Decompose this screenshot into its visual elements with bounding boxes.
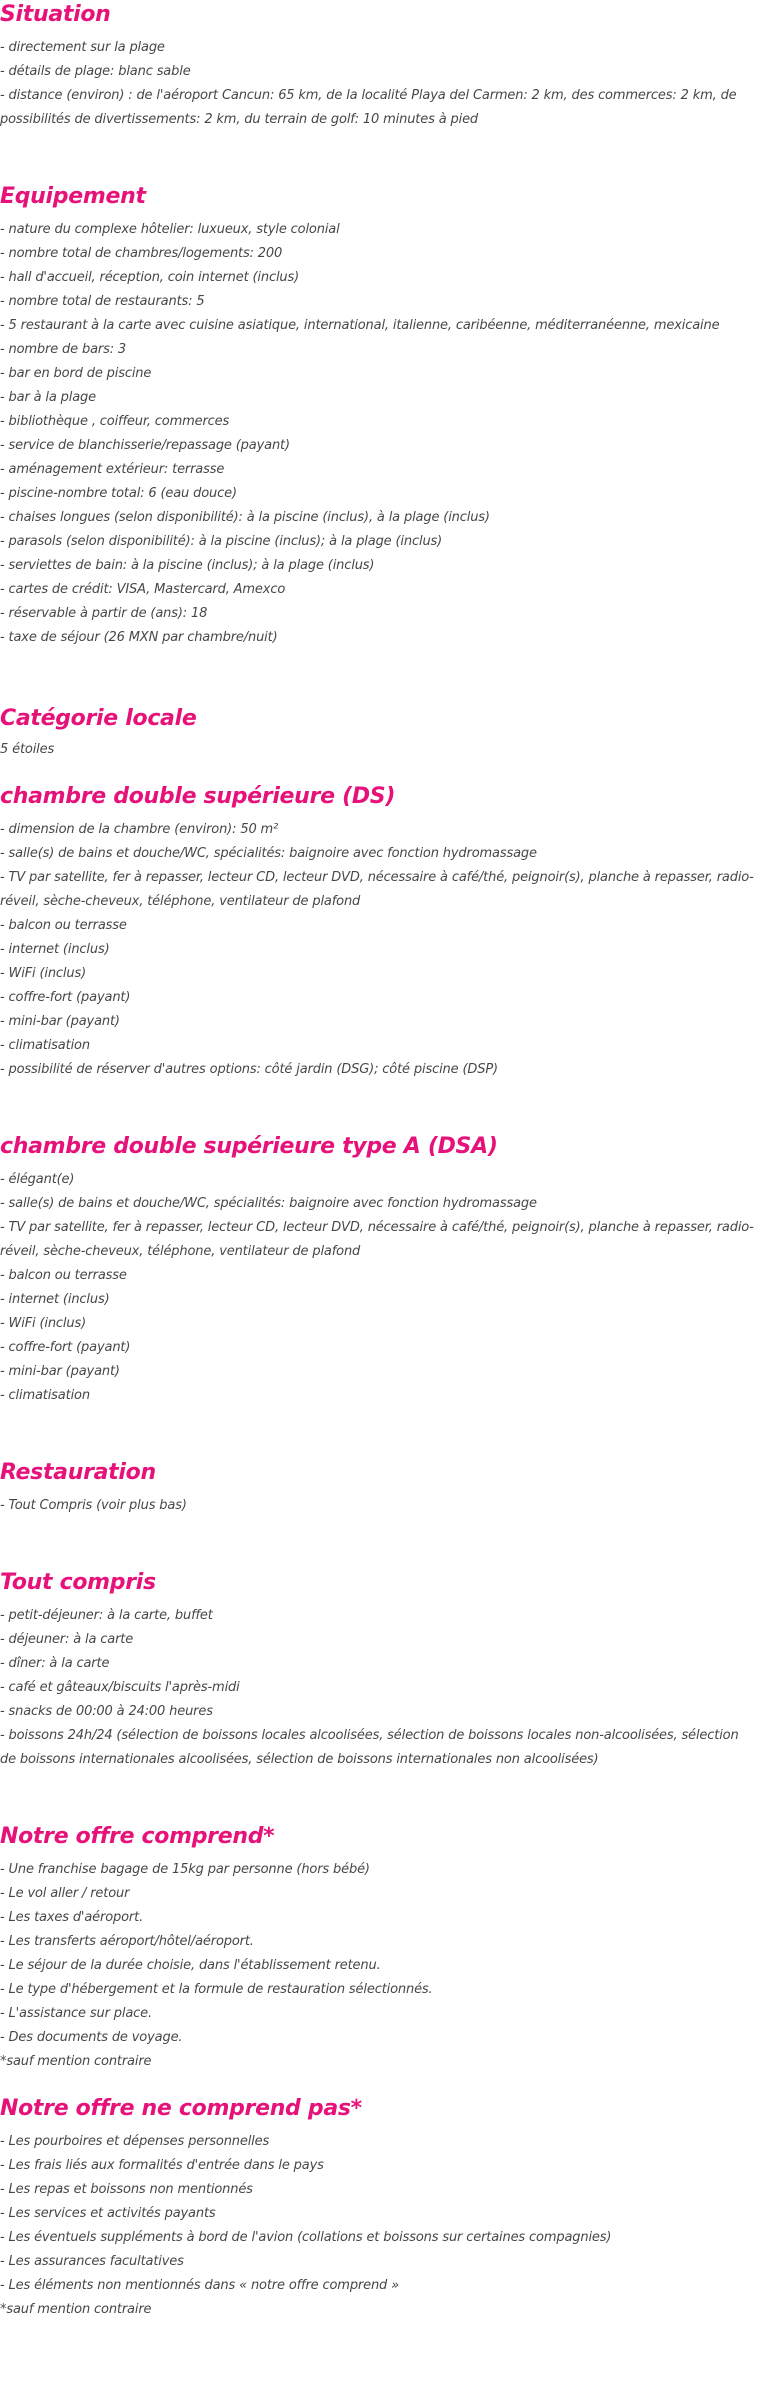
section-dsa [0,1132,758,1408]
section-lines [0,1494,758,1518]
list-item: - WiFi (inclus) [0,966,87,981]
list-item: - coffre-fort (payant) [0,1340,131,1355]
list-item: - cartes de crédit: VISA, Mastercard, Amexco [0,582,286,597]
list-item: - Les assurances facultatives [0,2254,184,2269]
section-offre-ne-comprend-pas [0,2094,758,2322]
list-item: - petit-déjeuner: à la carte, buffet [0,1608,213,1623]
list-item: - internet (inclus) [0,942,110,957]
section-ds [0,782,758,1082]
footnote: *sauf mention contraire [0,2302,152,2317]
section-equipement [0,182,758,650]
list-item: - Les pourboires et dépenses personnelles [0,2134,270,2149]
list-item: - L'assistance sur place. [0,2006,152,2021]
list-item: - Les éléments non mentionnés dans « notre offre comprend » [0,2278,400,2293]
section-title: chambre double supérieure type A (DSA) [0,1134,498,1159]
list-item: - nombre total de chambres/logements: 200 [0,246,283,261]
section-lines [0,1858,758,2074]
list-item: - Des documents de voyage. [0,2030,183,2045]
list-item: - Le type d'hébergement et la formule de restauration sélectionnés. [0,1982,433,1997]
list-item: - coffre-fort (payant) [0,990,131,1005]
list-item: - aménagement extérieur: terrasse [0,462,225,477]
list-item: - balcon ou terrasse [0,918,127,933]
list-item: - bar à la plage [0,390,97,405]
list-item: - snacks de 00:00 à 24:00 heures [0,1704,213,1719]
section-lines [0,36,758,132]
list-item: - piscine-nombre total: 6 (eau douce) [0,486,237,501]
list-item: - balcon ou terrasse [0,1268,127,1283]
list-item: - Une franchise bagage de 15kg par personne (hors bébé) [0,1862,370,1877]
list-item: - parasols (selon disponibilité): à la piscine (inclus); à la plage (inclus) [0,534,443,549]
list-item: - salle(s) de bains et douche/WC, spécialités: baignoire avec fonction hydromassage [0,1196,537,1211]
list-item: - Les services et activités payants [0,2206,216,2221]
section-offre-comprend [0,1822,758,2074]
list-item: - WiFi (inclus) [0,1316,87,1331]
list-item: - élégant(e) [0,1172,75,1187]
list-item: - nombre de bars: 3 [0,342,127,357]
list-item: - Le vol aller / retour [0,1886,130,1901]
list-item: - salle(s) de bains et douche/WC, spécialités: baignoire avec fonction hydromassage [0,846,537,861]
section-lines [0,218,758,650]
list-item: - taxe de séjour (26 MXN par chambre/nuit) [0,630,278,645]
section-situation [0,0,758,132]
list-item: - bar en bord de piscine [0,366,152,381]
list-item: - Les transferts aéroport/hôtel/aéroport. [0,1934,254,1949]
section-lines [0,818,758,1082]
list-item: - Le séjour de la durée choisie, dans l'établissement retenu. [0,1958,381,1973]
list-item: - Les taxes d'aéroport. [0,1910,144,1925]
section-title: Tout compris [0,1570,156,1595]
section-title: Equipement [0,184,146,209]
list-item: - chaises longues (selon disponibilité): à la piscine (inclus), à la plage (inclus) [0,510,490,525]
section-title: Notre offre ne comprend pas* [0,2096,362,2121]
section-title: Catégorie locale [0,706,197,731]
list-item: - climatisation [0,1388,90,1403]
list-item: - Les éventuels suppléments à bord de l'avion (collations et boissons sur certaines compagnies) [0,2230,612,2245]
section-title: Notre offre comprend* [0,1824,275,1849]
list-item: - possibilité de réserver d'autres options: côté jardin (DSG); côté piscine (DSP) [0,1062,498,1077]
list-item: - hall d'accueil, réception, coin internet (inclus) [0,270,300,285]
list-item: - déjeuner: à la carte [0,1632,134,1647]
list-item: - dîner: à la carte [0,1656,110,1671]
list-item: - réservable à partir de (ans): 18 [0,606,208,621]
list-item: - distance (environ) : de l'aéroport Cancun: 65 km, de la localité Playa del Carmen: 2 km, des commerces: 2 km, de possibilités de divertissements: 2 km, du terrain de golf: 10 minutes à pied [0,88,737,127]
list-item: - Les frais liés aux formalités d'entrée dans le pays [0,2158,324,2173]
list-item: - climatisation [0,1038,90,1053]
list-item: - Tout Compris (voir plus bas) [0,1498,187,1513]
list-item: - internet (inclus) [0,1292,110,1307]
list-item: - TV par satellite, fer à repasser, lecteur CD, lecteur DVD, nécessaire à café/thé, peignoir(s), planche à repasser, radio-réveil, sèche-cheveux, téléphone, ventilateur de plafond [0,1220,754,1259]
footnote: *sauf mention contraire [0,2054,152,2069]
section-title: chambre double supérieure (DS) [0,784,396,809]
section-lines [0,738,758,762]
list-item: - bibliothèque , coiffeur, commerces [0,414,230,429]
list-item: 5 étoiles [0,742,55,757]
section-categorie [0,704,758,762]
list-item: - mini-bar (payant) [0,1014,120,1029]
section-lines [0,1604,758,1772]
list-item: - service de blanchisserie/repassage (payant) [0,438,290,453]
list-item: - serviettes de bain: à la piscine (inclus); à la plage (inclus) [0,558,375,573]
list-item: - détails de plage: blanc sable [0,64,191,79]
list-item: - 5 restaurant à la carte avec cuisine asiatique, international, italienne, caribéenne, méditerranéenne, mexicaine [0,318,720,333]
list-item: - boissons 24h/24 (sélection de boissons locales alcoolisées, sélection de boissons locales non-alcoolisées, sélection de boissons internationales alcoolisées, sélection de boissons internationales non alcoolisées) [0,1728,739,1767]
list-item: - Les repas et boissons non mentionnés [0,2182,253,2197]
list-item: - nature du complexe hôtelier: luxueux, style colonial [0,222,340,237]
section-restauration [0,1458,758,1518]
list-item: - nombre total de restaurants: 5 [0,294,205,309]
section-tout-compris [0,1568,758,1772]
list-item: - café et gâteaux/biscuits l'après-midi [0,1680,240,1695]
list-item: - dimension de la chambre (environ): 50 m² [0,822,279,837]
list-item: - mini-bar (payant) [0,1364,120,1379]
section-title: Situation [0,2,111,27]
list-item: - directement sur la plage [0,40,165,55]
list-item: - TV par satellite, fer à repasser, lecteur CD, lecteur DVD, nécessaire à café/thé, peignoir(s), planche à repasser, radio-réveil, sèche-cheveux, téléphone, ventilateur de plafond [0,870,754,909]
section-lines [0,1168,758,1408]
section-title: Restauration [0,1460,156,1485]
section-lines [0,2130,758,2322]
